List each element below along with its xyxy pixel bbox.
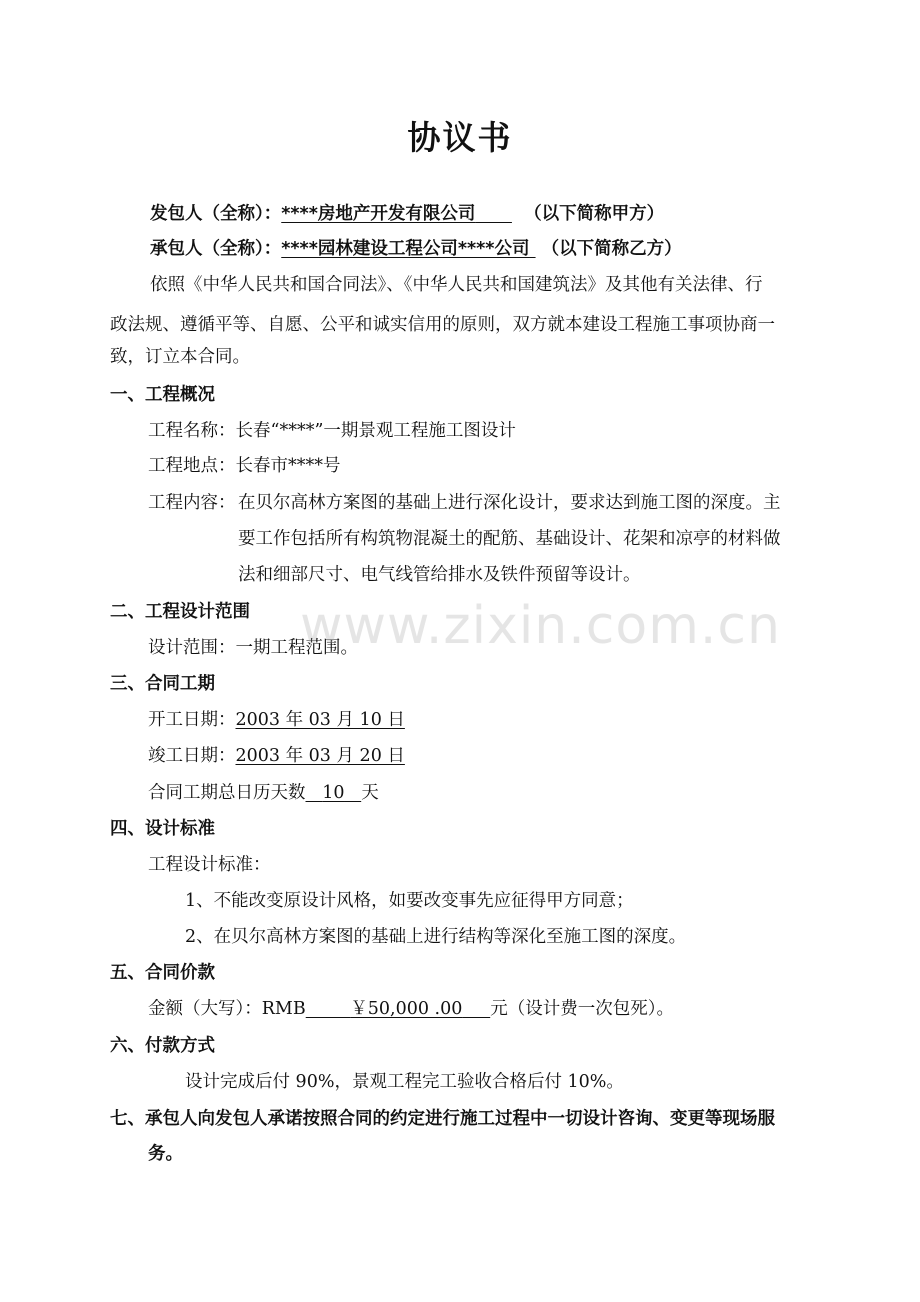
contractor-note: （以下简称乙方） <box>541 239 682 259</box>
amount-value: ￥50,000 .00 <box>350 999 463 1019</box>
section-7-line-2: 务。 <box>148 1144 183 1164</box>
contractor-line <box>150 241 682 259</box>
project-content-3: 法和细部尺寸、电气线管给排水及铁件预留等设计。 <box>238 565 641 585</box>
watermark: www.zixin.com.cn <box>300 596 781 656</box>
end-date-label: 竣工日期： <box>148 746 236 766</box>
section-2-heading: 二、工程设计范围 <box>110 602 250 622</box>
payment-terms: 设计完成后付 90%，景观工程完工验收合格后付 10%。 <box>185 1072 624 1092</box>
duration-line <box>148 785 379 803</box>
duration-label: 合同工期总日历天数 <box>148 783 306 803</box>
intro-line-3: 致，订立本合同。 <box>110 347 250 367</box>
amount-label: 金额（大写）：RMB <box>148 999 306 1019</box>
section-3-heading: 三、合同工期 <box>110 674 215 694</box>
project-content-label: 工程内容： <box>148 493 236 513</box>
project-location: 工程地点：长春市****号 <box>148 456 341 476</box>
end-date-value: 2003 年 03 月 20 日 <box>235 746 405 766</box>
section-7-line-1: 七、承包人向发包人承诺按照合同的约定进行施工过程中一切设计咨询、变更等现场服 <box>110 1109 775 1129</box>
project-content-1: 在贝尔高林方案图的基础上进行深化设计，要求达到施工图的深度。主 <box>238 493 781 513</box>
section-4-heading: 四、设计标准 <box>110 819 215 839</box>
employer-note: （以下简称甲方） <box>524 204 665 224</box>
design-scope: 设计范围：一期工程范围。 <box>148 638 358 658</box>
start-date-label: 开工日期： <box>148 710 236 730</box>
section-6-heading: 六、付款方式 <box>110 1036 215 1056</box>
intro-line-2: 政法规、遵循平等、自愿、公平和诚实信用的原则，双方就本建设工程施工事项协商一 <box>110 315 775 335</box>
contract-amount-line <box>148 1001 674 1019</box>
amount-suffix: 元（设计费一次包死）。 <box>490 999 674 1019</box>
employer-name: ****房地产开发有限公司 <box>281 204 476 224</box>
duration-unit: 天 <box>361 783 379 803</box>
duration-value: 10 <box>322 783 345 803</box>
employer-label: 发包人（全称）： <box>150 204 282 224</box>
section-5-heading: 五、合同价款 <box>110 963 215 983</box>
section-1-heading: 一、工程概况 <box>110 385 215 405</box>
design-standard-label: 工程设计标准： <box>148 855 271 875</box>
project-name: 工程名称：长春“****”一期景观工程施工图设计 <box>148 421 516 441</box>
end-date-line <box>148 748 405 766</box>
design-standard-item-1: 1、不能改变原设计风格，如要改变事先应征得甲方同意； <box>185 891 634 911</box>
project-content-2: 要工作包括所有构筑物混凝土的配筋、基础设计、花架和凉亭的材料做 <box>238 529 781 549</box>
start-date-line <box>148 712 405 730</box>
employer-line <box>150 206 664 224</box>
intro-line-1: 依照《中华人民共和国合同法》、《中华人民共和国建筑法》及其他有关法律、行 <box>150 275 763 295</box>
design-standard-item-2: 2、在贝尔高林方案图的基础上进行结构等深化至施工图的深度。 <box>185 927 687 947</box>
document-title: 协议书 <box>407 118 513 157</box>
contractor-label: 承包人（全称）： <box>150 239 282 259</box>
start-date-value: 2003 年 03 月 10 日 <box>235 710 405 730</box>
contractor-name: ****园林建设工程公司****公司 <box>281 239 530 259</box>
